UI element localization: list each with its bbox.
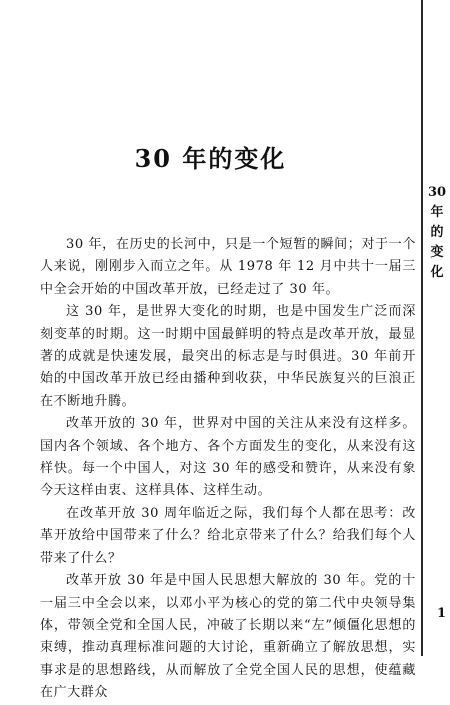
running-header-char: 30 <box>427 185 447 200</box>
paragraph: 改革开放 30 年是中国人民思想大解放的 30 年。党的十一届三中全会以来，以邓小平为核心的党的第二代中央领导集体，带领全党和全国人民，冲破了长期以来“左”倾僵化思想的束缚，推动真理标准问题的大讨论，重新确立了解放思想，实事求是的思想路线，从而解放了全党全国人民的思想，使蕴藏在广大群众 <box>40 573 416 701</box>
running-header-char: 的 <box>430 225 444 240</box>
chapter-title: 30 年的变化 <box>134 144 287 173</box>
running-header-char: 年 <box>430 205 444 220</box>
running-header-char: 变 <box>430 245 444 260</box>
margin-rule <box>421 0 423 656</box>
paragraph: 这 30 年，是世界大变化的时期，也是中国发生广泛而深刻变革的时期。这一时期中国最鲜明的特点是改革开放，最显著的成就是快速发展，最突出的标志是与时俱进。30 年前开始的中国改革开放已经由播种到收获，中华民族复兴的巨浪正在不断地升腾。 <box>40 304 416 409</box>
running-header-char: 化 <box>430 265 444 280</box>
paragraph: 在改革开放 30 周年临近之际，我们每个人都在思考：改革开放给中国带来了什么？给北京带来了什么？给我们每个人带来了什么？ <box>40 505 416 566</box>
page-number: 1 <box>437 606 447 621</box>
paragraph: 30 年，在历史的长河中，只是一个短暂的瞬间；对于一个人来说，刚刚步入而立之年。从 1978 年 12 月中共十一届三中全会开始的中国改革开放，已经走过了 30 年。 <box>40 237 416 297</box>
running-header <box>425 183 449 283</box>
body-text <box>40 234 416 705</box>
paragraph: 改革开放的 30 年，世界对中国的关注从来没有这样多。国内各个领域、各个地方、各个方面发生的变化，从来没有这样快。每一个中国人，对这 30 年的感受和赞许，从来没有象今天这样由衷、这样具体、这样生动。 <box>40 416 416 499</box>
